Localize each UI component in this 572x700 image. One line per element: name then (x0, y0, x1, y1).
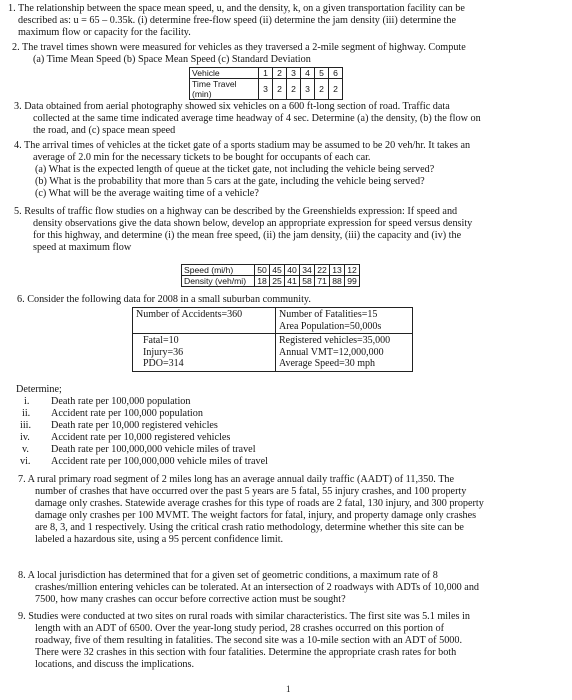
table-cell: 2 (287, 79, 301, 100)
list-item-num: iv. (20, 432, 30, 443)
problem-3-line-3: the road, and (c) space mean speed (33, 125, 176, 136)
table-cell: 25 (270, 276, 285, 287)
table-cell-line: Injury=36 (143, 346, 184, 358)
problem-6-line-1: 6. Consider the following data for 2008 in a small suburban community. (17, 294, 311, 305)
table-cell: 22 (315, 265, 330, 276)
table-cell: 12 (345, 265, 360, 276)
problem-5-line-2: density observations give the data shown below, develop an appropriate expression for speed versus density (33, 218, 473, 229)
table-cell: 50 (255, 265, 270, 276)
table-cell: 13 (330, 265, 345, 276)
problem-9-line-5: locations, and discuss the implications. (35, 659, 195, 670)
speed-density-table (181, 264, 360, 287)
problem-3-line-2: collected at the same time indicated average time headway of 4 sec. Determine (a) the density, (b) the flow on (33, 113, 481, 124)
table-cell-line: Annual VMT=12,000,000 (279, 346, 384, 358)
list-item: Accident rate per 100,000,000 vehicle miles of travel (51, 456, 268, 467)
problem-4-line-3: (a) What is the expected length of queue at the ticket gate, not including the vehicle being served? (35, 164, 435, 175)
problem-2-line-2: (a) Time Mean Speed (b) Space Mean Speed (c) Standard Deviation (33, 54, 311, 65)
table-row (133, 308, 413, 334)
table-cell-line: Area Population=50,000s (279, 320, 382, 332)
problem-9-line-4: There were 32 crashes in this section with four fatalities. Determine the appropriate crash rates for both (35, 647, 457, 658)
table-cell: 2 (273, 79, 287, 100)
determine-heading: Determine; (16, 384, 62, 395)
table-row-label: Density (veh/mi) (182, 276, 255, 287)
table-cell-line: Number of Fatalities=15 (279, 309, 378, 320)
table-cell: 6 (329, 68, 343, 79)
problem-1-line-3: maximum flow or capacity for the facility. (18, 27, 191, 38)
problem-5-line-3: for this highway, and determine (i) the mean free speed, (ii) the jam density, (iii) the capacity and (iv) the (33, 230, 462, 241)
table-row-label: Vehicle (190, 68, 259, 79)
problem-3-line-1: 3. Data obtained from aerial photography showed six vehicles on a 600 ft-long section of road. Traffic data (14, 101, 450, 112)
table-cell: 5 (315, 68, 329, 79)
table-cell: 88 (330, 276, 345, 287)
list-item: Death rate per 100,000 population (51, 396, 191, 407)
table-cell: 34 (300, 265, 315, 276)
problem-4-line-2: average of 2.0 min for the necessary tickets to be bought for occupants of each car. (33, 152, 371, 163)
list-item: Accident rate per 100,000 population (51, 408, 203, 419)
table-row (190, 79, 343, 100)
problem-8-line-3: 7500, how many crashes can occur before corrective action must be sought? (35, 594, 346, 605)
problem-9-line-2: length with an ADT of 6500. Over the year-long study period, 28 crashes occurred on this portion of (35, 623, 444, 634)
problem-7-line-3: damage only crashes. Statewide average crashes for this type of roads are 2 fatal, 130 injury, and 300 property (35, 498, 484, 509)
table-cell (276, 308, 413, 334)
problem-8-line-2: crashes/million entering vehicles can be tolerated. At an intersection of 2 roadways with ADTs of 10,000 and (35, 582, 480, 593)
table-cell: 2 (273, 68, 287, 79)
table-cell: 2 (315, 79, 329, 100)
list-item-num: iii. (20, 420, 32, 431)
table-cell-line: Registered vehicles=35,000 (279, 335, 391, 346)
accident-data-table (132, 307, 413, 372)
table-cell: 3 (301, 79, 315, 100)
table-cell: 3 (259, 79, 273, 100)
table-cell: 4 (301, 68, 315, 79)
list-item-num: ii. (22, 408, 31, 419)
table-row (133, 334, 413, 372)
table-cell: 2 (329, 79, 343, 100)
problem-7-line-5: are 8, 3, and 1 respectively. Using the critical crash ratio methodology, determine whether this site can be (35, 522, 464, 533)
table-cell-line: Fatal=10 (143, 335, 179, 346)
table-row (182, 265, 360, 276)
problem-9-line-3: roadway, five of them resulting in fatalities. The second site was a 10-mile section with an ADT of 5000. (35, 635, 463, 646)
problem-4-line-4: (b) What is the probability that more than 5 cars at the gate, including the vehicle being served? (35, 176, 425, 187)
table-cell (133, 334, 276, 372)
table-cell: 58 (300, 276, 315, 287)
problem-7-line-4: damage only crashes per 100 MVMT. The weight factors for fatal, injury, and property damage only crashes (35, 510, 477, 521)
problem-5-line-4: speed at maximum flow (33, 242, 132, 253)
list-item: Accident rate per 10,000 registered vehicles (51, 432, 231, 443)
table-row (182, 276, 360, 287)
table-cell: 99 (345, 276, 360, 287)
problem-4-line-5: (c) What will be the average waiting time of a vehicle? (35, 188, 259, 199)
list-item-num: vi. (20, 456, 31, 467)
list-item-num: v. (22, 444, 29, 455)
list-item: Death rate per 10,000 registered vehicles (51, 420, 218, 431)
table-cell-line: PDO=314 (143, 358, 184, 369)
table-cell: 1 (259, 68, 273, 79)
table-cell-line: Average Speed=30 mph (279, 358, 375, 369)
list-item-num: i. (24, 396, 30, 407)
problem-1-line-2: described as: u = 65 – 0.35k. (i) determine free-flow speed (ii) determine the jam density (iii) determine the (18, 15, 456, 26)
table-cell (276, 334, 413, 372)
table-cell: 40 (285, 265, 300, 276)
table-cell: 41 (285, 276, 300, 287)
table-row (190, 68, 343, 79)
problem-4-line-1: 4. The arrival times of vehicles at the ticket gate of a sports stadium may be assumed to be 20 veh/hr. It takes an (14, 140, 471, 151)
problem-9-line-1: 9. Studies were conducted at two sites on rural roads with similar characteristics. The first site was 5.1 miles in (18, 611, 470, 622)
table-cell: 3 (287, 68, 301, 79)
table-cell: 71 (315, 276, 330, 287)
table-cell: 45 (270, 265, 285, 276)
problem-7-line-6: labeled a hazardous site, using a 95 percent confidence limit. (35, 534, 284, 545)
table-cell: Number of Accidents=360 (133, 308, 276, 334)
problem-5-line-1: 5. Results of traffic flow studies on a highway can be described by the Greenshields expression: If speed and (14, 206, 458, 217)
page-number: 1 (286, 684, 291, 694)
travel-time-table (189, 67, 343, 100)
table-cell: 18 (255, 276, 270, 287)
problem-2-line-1: 2. The travel times shown were measured for vehicles as they traversed a 2-mile segment of highway. Compute (12, 42, 466, 53)
problem-8-line-1: 8. A local jurisdiction has determined that for a given set of geometric conditions, a maximum rate of 8 (18, 570, 438, 581)
table-row-label: Speed (mi/h) (182, 265, 255, 276)
problem-7-line-1: 7. A rural primary road segment of 2 miles long has an average annual daily traffic (AADT) of 11,350. The (18, 474, 455, 485)
table-row-label: Time Travel (min) (190, 79, 259, 100)
problem-1-line-1: 1. The relationship between the space mean speed, u, and the density, k, on a given transportation facility can be (8, 3, 465, 14)
list-item: Death rate per 100,000,000 vehicle miles of travel (51, 444, 256, 455)
problem-7-line-2: number of crashes that have occurred over the past 5 years are 5 fatal, 55 injury crashes, and 100 property (35, 486, 467, 497)
